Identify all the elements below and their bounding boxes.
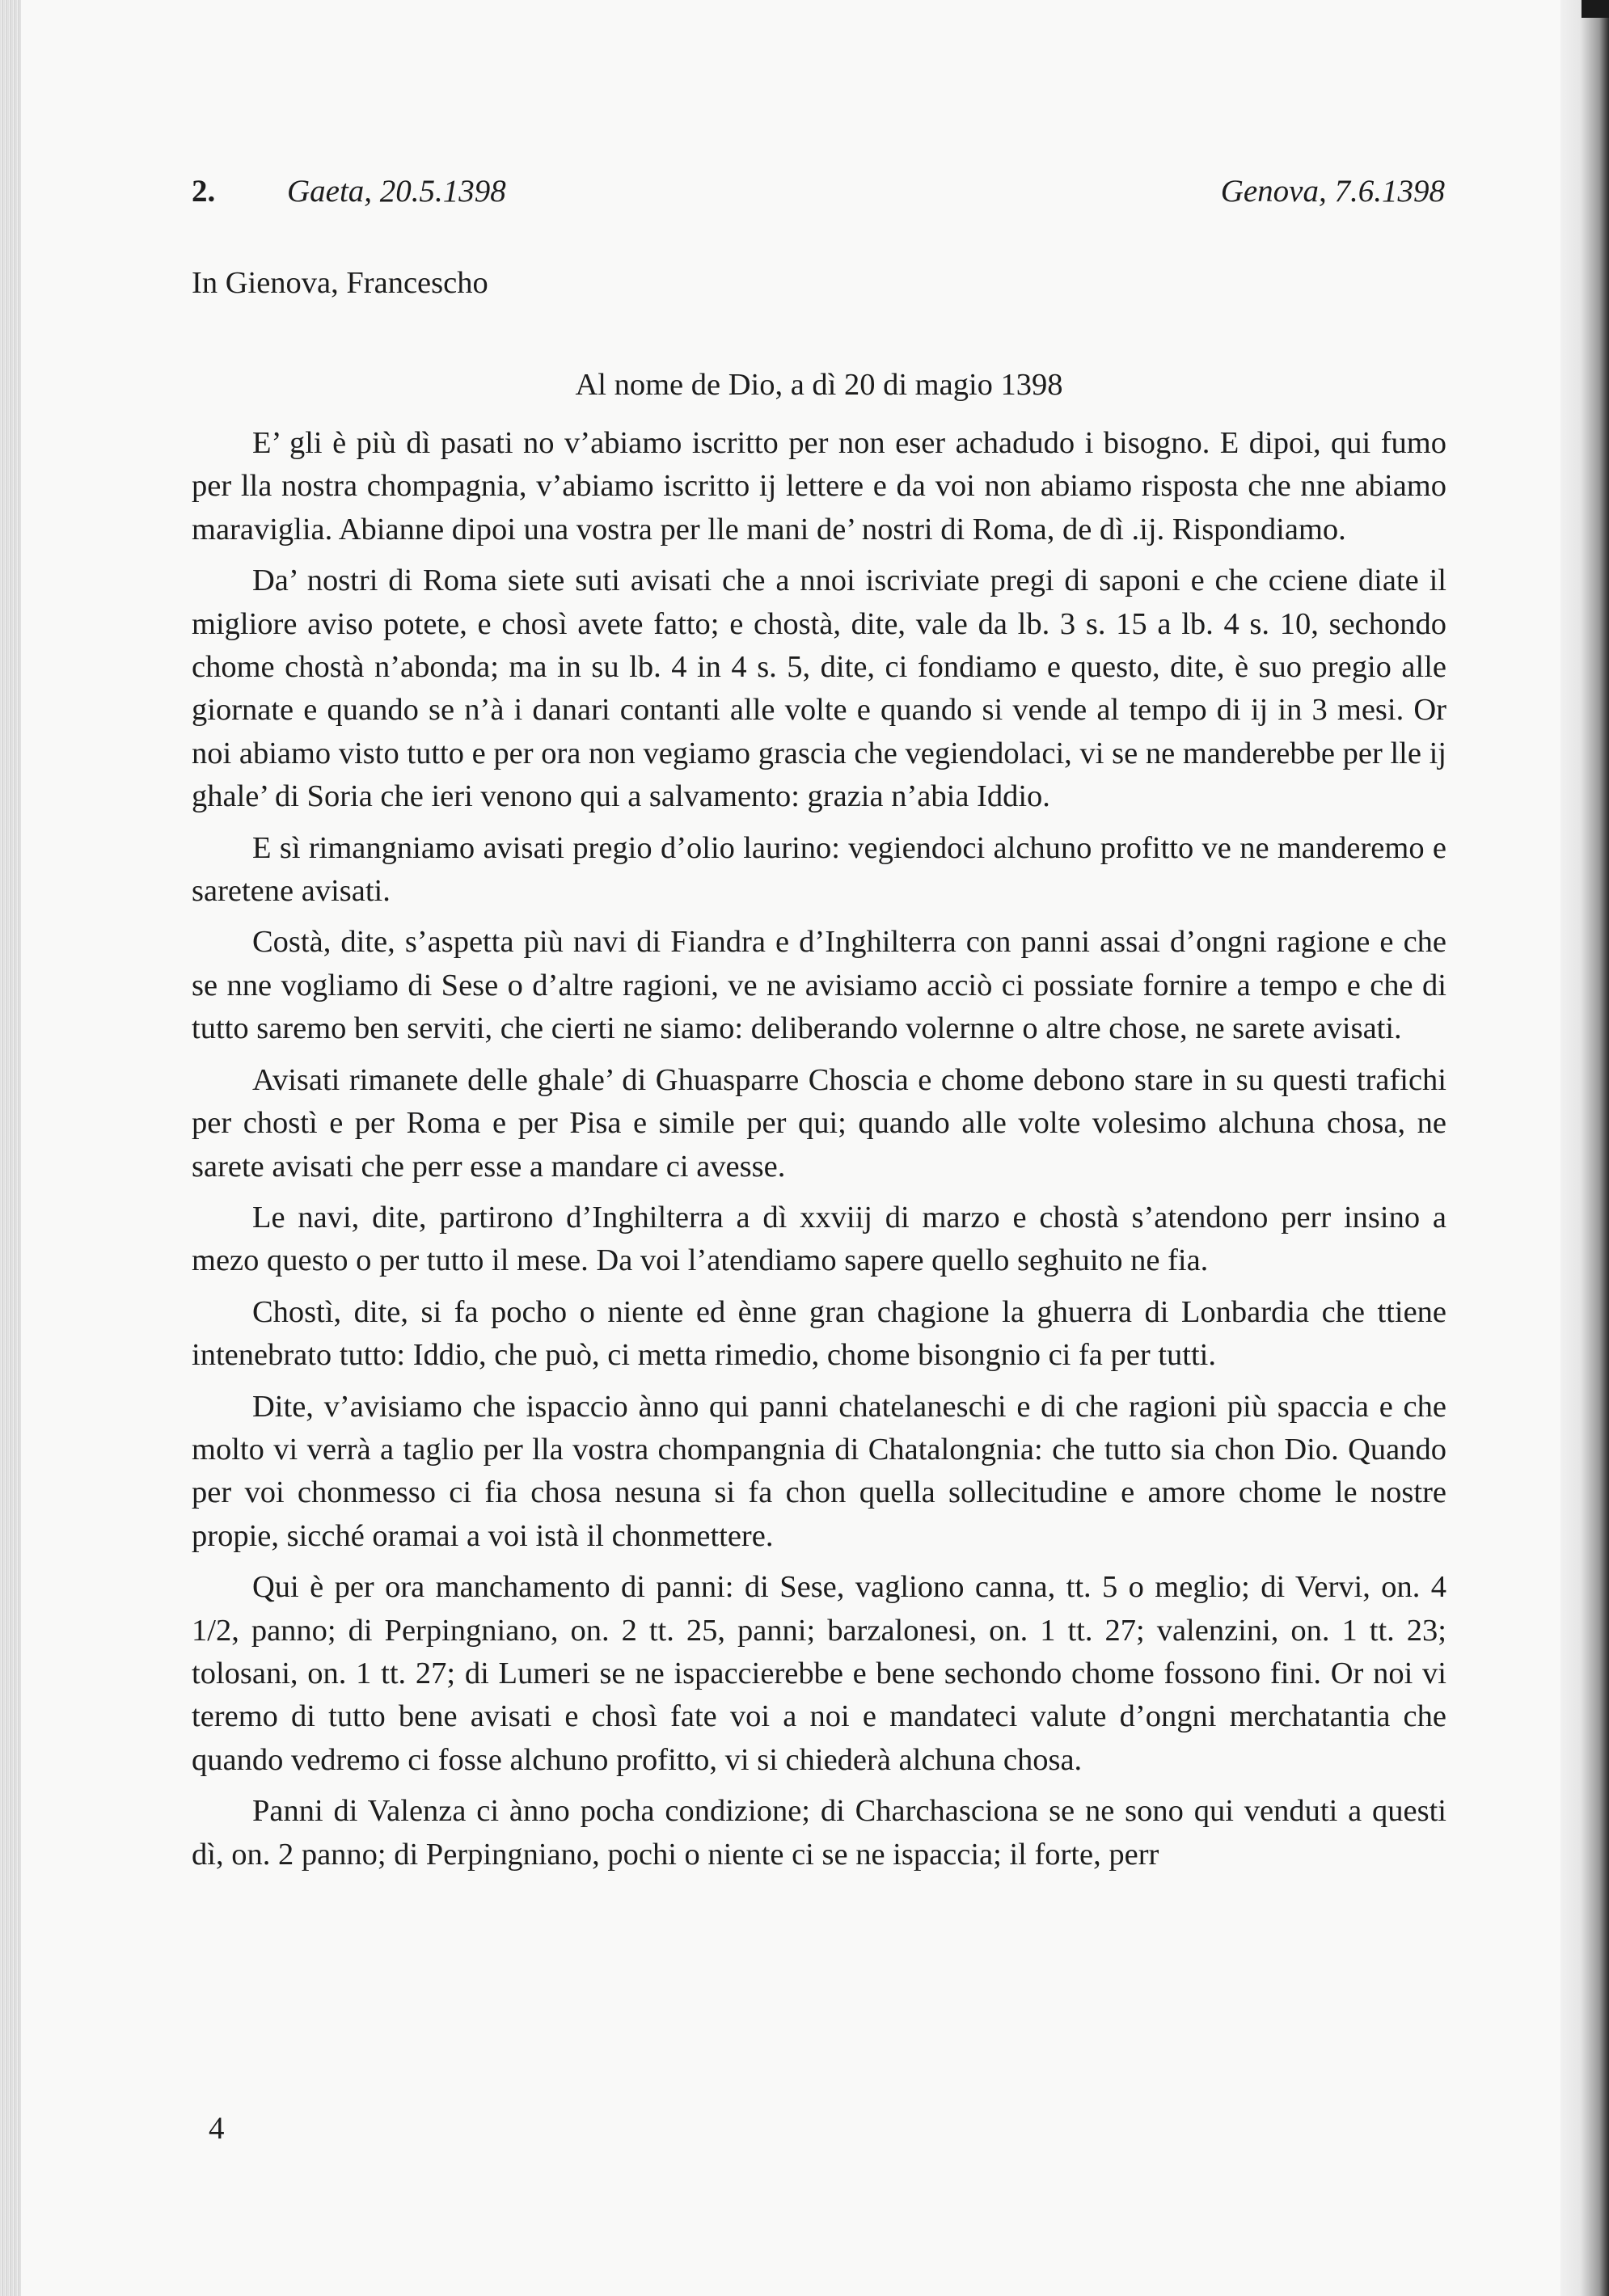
letter-origin-date: Gaeta, 20.5.1398 bbox=[287, 174, 506, 209]
book-binding-edge bbox=[0, 0, 21, 2296]
letter-destination-date: Genova, 7.6.1398 bbox=[1220, 174, 1445, 209]
page-right-edge bbox=[1560, 0, 1609, 2296]
paragraph: Qui è per ora manchamento di panni: di Sese, vagliono canna, tt. 5 o meglio; di Vervi, on. 4 1/2, panno; di Perpingniano, on. 2 tt. 25, panni; barzalonesi, on. 1 tt. 27; valenzini, on. 1 tt. 23; tolosani, on. 1 tt. 27; di Lumeri se ne ispaccierebbe e bene sechondo chome fossono fini. Or noi vi teremo di tutto bene avisati e chosì fate voi a noi e mandateci valute d’ongni merchatantia che quando vedremo ci fosse alchuno profitto, vi si chiederà alchuna chosa. bbox=[192, 1570, 1446, 1777]
paragraph: Panni di Valenza ci ànno pocha condizione; di Charchasciona se ne sono qui venduti a questi dì, on. 2 panno; di Perpingniano, pochi o niente ci se ne ispaccia; il forte, perr bbox=[192, 1794, 1446, 1872]
page-number: 4 bbox=[209, 2111, 225, 2146]
paragraph: Costà, dite, s’aspetta più navi di Fiandra e d’Inghilterra con panni assai d’ongni ragione e che se nne vogliamo di Sese o d’altre ragioni, ve ne avisiamo acciò ci possiate fornire a tempo e che di tutto saremo ben serviti, che cierti ne siamo: deliberando volernne o altre chose, ne sarete avisati. bbox=[192, 925, 1446, 1046]
letter-body bbox=[192, 422, 1446, 1884]
paragraph: Le navi, dite, partirono d’Inghilterra a dì xxviij di marzo e chostà s’atendono perr insino a mezo questo o per tutto il mese. Da voi l’atendiamo sapere quello seghuito ne fia. bbox=[192, 1200, 1446, 1278]
letter-header bbox=[192, 173, 1446, 222]
letter-recipient: In Gienova, Francescho bbox=[192, 266, 488, 300]
letter-number: 2. bbox=[192, 174, 216, 209]
scan-corner-shadow bbox=[1582, 0, 1609, 18]
paragraph: E sì rimangniamo avisati pregio d’olio laurino: vegiendoci alchuno profitto ve ne manderemo e saretene avisati. bbox=[192, 830, 1446, 909]
paragraph: E’ gli è più dì pasati no v’abiamo iscritto per non eser achadudo i bisogno. E dipoi, qui fumo per lla nostra chompagnia, v’abiamo iscritto ij lettere e da voi non abiamo risposta che nne abiamo maraviglia. Abianne dipoi una vostra per lle mani de’ nostri di Roma, de dì .ij. Rispondiamo. bbox=[192, 426, 1446, 547]
letter-salutation: Al nome de Dio, a dì 20 di magio 1398 bbox=[575, 368, 1063, 402]
paragraph: Chostì, dite, si fa pocho o niente ed ènne gran chagione la ghuerra di Lonbardia che ttiene intenebrato tutto: Iddio, che può, ci metta rimedio, chome bisongnio ci fa per tutti. bbox=[192, 1294, 1446, 1373]
paragraph: Da’ nostri di Roma siete suti avisati che a nnoi iscriviate pregi di saponi e che cciene diate il migliore aviso potete, e chosì avete fatto; e chostà, dite, vale da lb. 3 s. 15 a lb. 4 s. 10, sechondo chome chostà n’abonda; ma in su lb. 4 in 4 s. 5, dite, ci fondiamo e questo, dite, è suo pregio alle giornate e quando se n’à i danari contanti alle volte e quando si vende al tempo di ij in 3 mesi. Or noi abiamo visto tutto e per ora non vegiamo grascia che vegiendolaci, vi se ne manderebbe per lle ij ghale’ di Soria che ieri venono qui a salvamento: grazia n’abia Iddio. bbox=[192, 563, 1446, 814]
paragraph: Dite, v’avisiamo che ispaccio ànno qui panni chatelaneschi e di che ragioni più spaccia e che molto vi verrà a taglio per lla vostra chompangnia di Chatalongnia: che tutto sia chon Dio. Quando per voi chonmesso ci fia chosa nesuna si fa chon quella sollecitudine e amore chome le nostre propie, sicché oramai a voi istà il chonmettere. bbox=[192, 1389, 1446, 1553]
paragraph: Avisati rimanete delle ghale’ di Ghuasparre Choscia e chome debono stare in su questi trafichi per chostì e per Roma e per Pisa e simile per qui; quando alle volte volesimo alchuna chosa, ne sarete avisati che perr esse a mandare ci avesse. bbox=[192, 1062, 1446, 1184]
